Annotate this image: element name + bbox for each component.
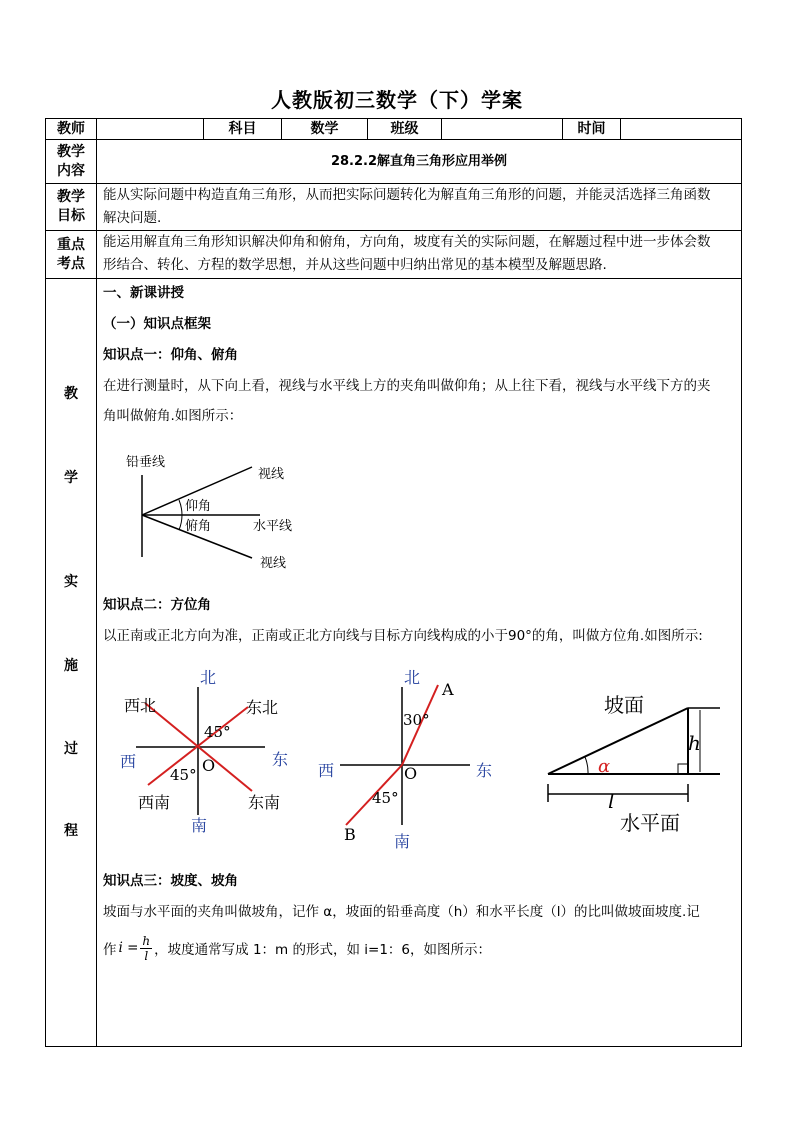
kp3-prefix: 作 — [103, 942, 117, 958]
lesson-topic: 28.2.2解直角三角形应用举例 — [330, 154, 508, 169]
kp3-text-2 — [103, 928, 491, 968]
goal-label-line2: 目标 — [57, 208, 85, 224]
bearing-figure — [310, 665, 510, 855]
slope-height-label: h — [688, 731, 701, 755]
slope-hypotenuse — [548, 708, 688, 774]
elevation-depression-figure — [110, 445, 310, 580]
content-label — [46, 140, 96, 183]
compass-southeast: 东南 — [248, 793, 281, 812]
kp3-suffix: ，坡度通常写成 1：m 的形式，如 i=1：6，如图所示： — [154, 942, 492, 958]
bearing-east: 东 — [476, 761, 493, 780]
process-label-2: 学 — [64, 470, 78, 486]
compass-angle-top: 45° — [204, 723, 231, 741]
key-text-1: 能运用解直角三角形知识解决仰角和俯角，方向角，坡度有关的实际问题，在解题过程中进一步体会数 — [103, 234, 711, 250]
formula-denominator: l — [144, 948, 149, 963]
kp2-text-1: 以正南或正北方向为准，正南或正北方向线与目标方向线构成的小于90°的角，叫做方位角.如图所示: — [103, 628, 703, 644]
depression-arc — [179, 515, 182, 530]
compass-southwest: 西南 — [138, 793, 171, 812]
kp1-text-2: 角叫做俯角.如图所示： — [103, 408, 243, 424]
compass-origin: O — [202, 756, 216, 775]
kp1-title: 知识点一：仰角、俯角 — [103, 347, 238, 363]
kp2-title: 知识点二：方位角 — [103, 597, 211, 613]
bearing-origin: O — [404, 764, 418, 783]
kp1-text-1: 在进行测量时，从下向上看，视线与水平线上方的夹角叫做仰角；从上往下看，视线与水平线下方的夹 — [103, 378, 711, 394]
key-label-line2: 考点 — [57, 255, 85, 272]
process-label-1: 教 — [64, 386, 78, 402]
bearing-angle-b: 45° — [372, 789, 399, 807]
process-label-5: 过 — [64, 741, 78, 757]
bearing-angle-a: 30° — [403, 711, 430, 729]
key-label — [46, 231, 96, 278]
depression-label: 俯角 — [185, 519, 212, 534]
plumb-line-label: 铅垂线 — [126, 455, 166, 470]
subject-label: 科目 — [228, 120, 257, 137]
goal-label — [46, 184, 96, 230]
compass-south: 南 — [191, 816, 208, 835]
bearing-point-b: B — [344, 825, 356, 844]
content-label-line1: 教学 — [57, 143, 85, 160]
goal-text-1: 能从实际问题中构造直角三角形，从而把实际问题转化为解直角三角形的问题，并能灵活选择三角函数 — [103, 187, 711, 203]
slope-alpha-label: α — [598, 756, 611, 777]
key-text-2: 形结合、转化、方程的数学思想，并从这些问题中归纳出常见的基本模型及解题思路. — [103, 257, 607, 273]
slope-length-label: l — [608, 789, 615, 813]
horizontal-plane-label: 水平面 — [620, 811, 680, 835]
compass-northwest: 西北 — [124, 696, 157, 715]
subject-value: 数学 — [310, 120, 339, 137]
compass-east: 东 — [272, 750, 289, 769]
class-label: 班级 — [390, 120, 419, 137]
elevation-arc — [179, 500, 182, 515]
bearing-north: 北 — [404, 668, 421, 687]
goal-text-2: 解决问题. — [103, 210, 162, 226]
teacher-label: 教师 — [57, 120, 85, 137]
page-title: 人教版初三数学（下）学案 — [271, 88, 523, 112]
compass-north: 北 — [200, 668, 217, 687]
process-label-3: 实 — [64, 574, 78, 590]
bearing-south: 南 — [394, 832, 411, 851]
formula-fraction — [140, 934, 152, 963]
horizontal-label: 水平线 — [253, 519, 293, 534]
process-label-6: 程 — [64, 823, 78, 839]
slope-formula — [119, 934, 153, 963]
slope-face-label: 坡面 — [604, 693, 644, 717]
section-heading: 一、新课讲授 — [103, 285, 184, 301]
compass-angle-bottom: 45° — [170, 766, 197, 784]
compass-west: 西 — [120, 752, 137, 771]
formula-lhs: i = — [118, 940, 139, 956]
subsection-heading: （一）知识点框架 — [103, 316, 211, 332]
slope-figure — [540, 680, 730, 840]
sight-up-label: 视线 — [258, 467, 285, 482]
process-label-4: 施 — [64, 658, 78, 674]
bearing-point-a: A — [442, 680, 454, 699]
compass-figure — [110, 665, 300, 835]
compass-northeast: 东北 — [246, 698, 279, 717]
right-angle-mark — [678, 764, 688, 774]
key-label-line1: 重点 — [57, 236, 85, 253]
alpha-arc — [585, 757, 588, 774]
kp3-title: 知识点三：坡度、坡角 — [103, 873, 238, 889]
time-label: 时间 — [577, 120, 606, 137]
sight-down-label: 视线 — [260, 556, 287, 571]
bearing-west: 西 — [318, 761, 335, 780]
content-label-line2: 内容 — [57, 162, 85, 179]
kp3-text-1: 坡面与水平面的夹角叫做坡角，记作 α，坡面的铅垂高度（h）和水平长度（l）的比叫做坡面坡度.记 — [103, 904, 700, 920]
formula-numerator: h — [142, 933, 151, 948]
elevation-label: 仰角 — [185, 499, 212, 514]
goal-label-line1: 教学 — [57, 189, 85, 205]
